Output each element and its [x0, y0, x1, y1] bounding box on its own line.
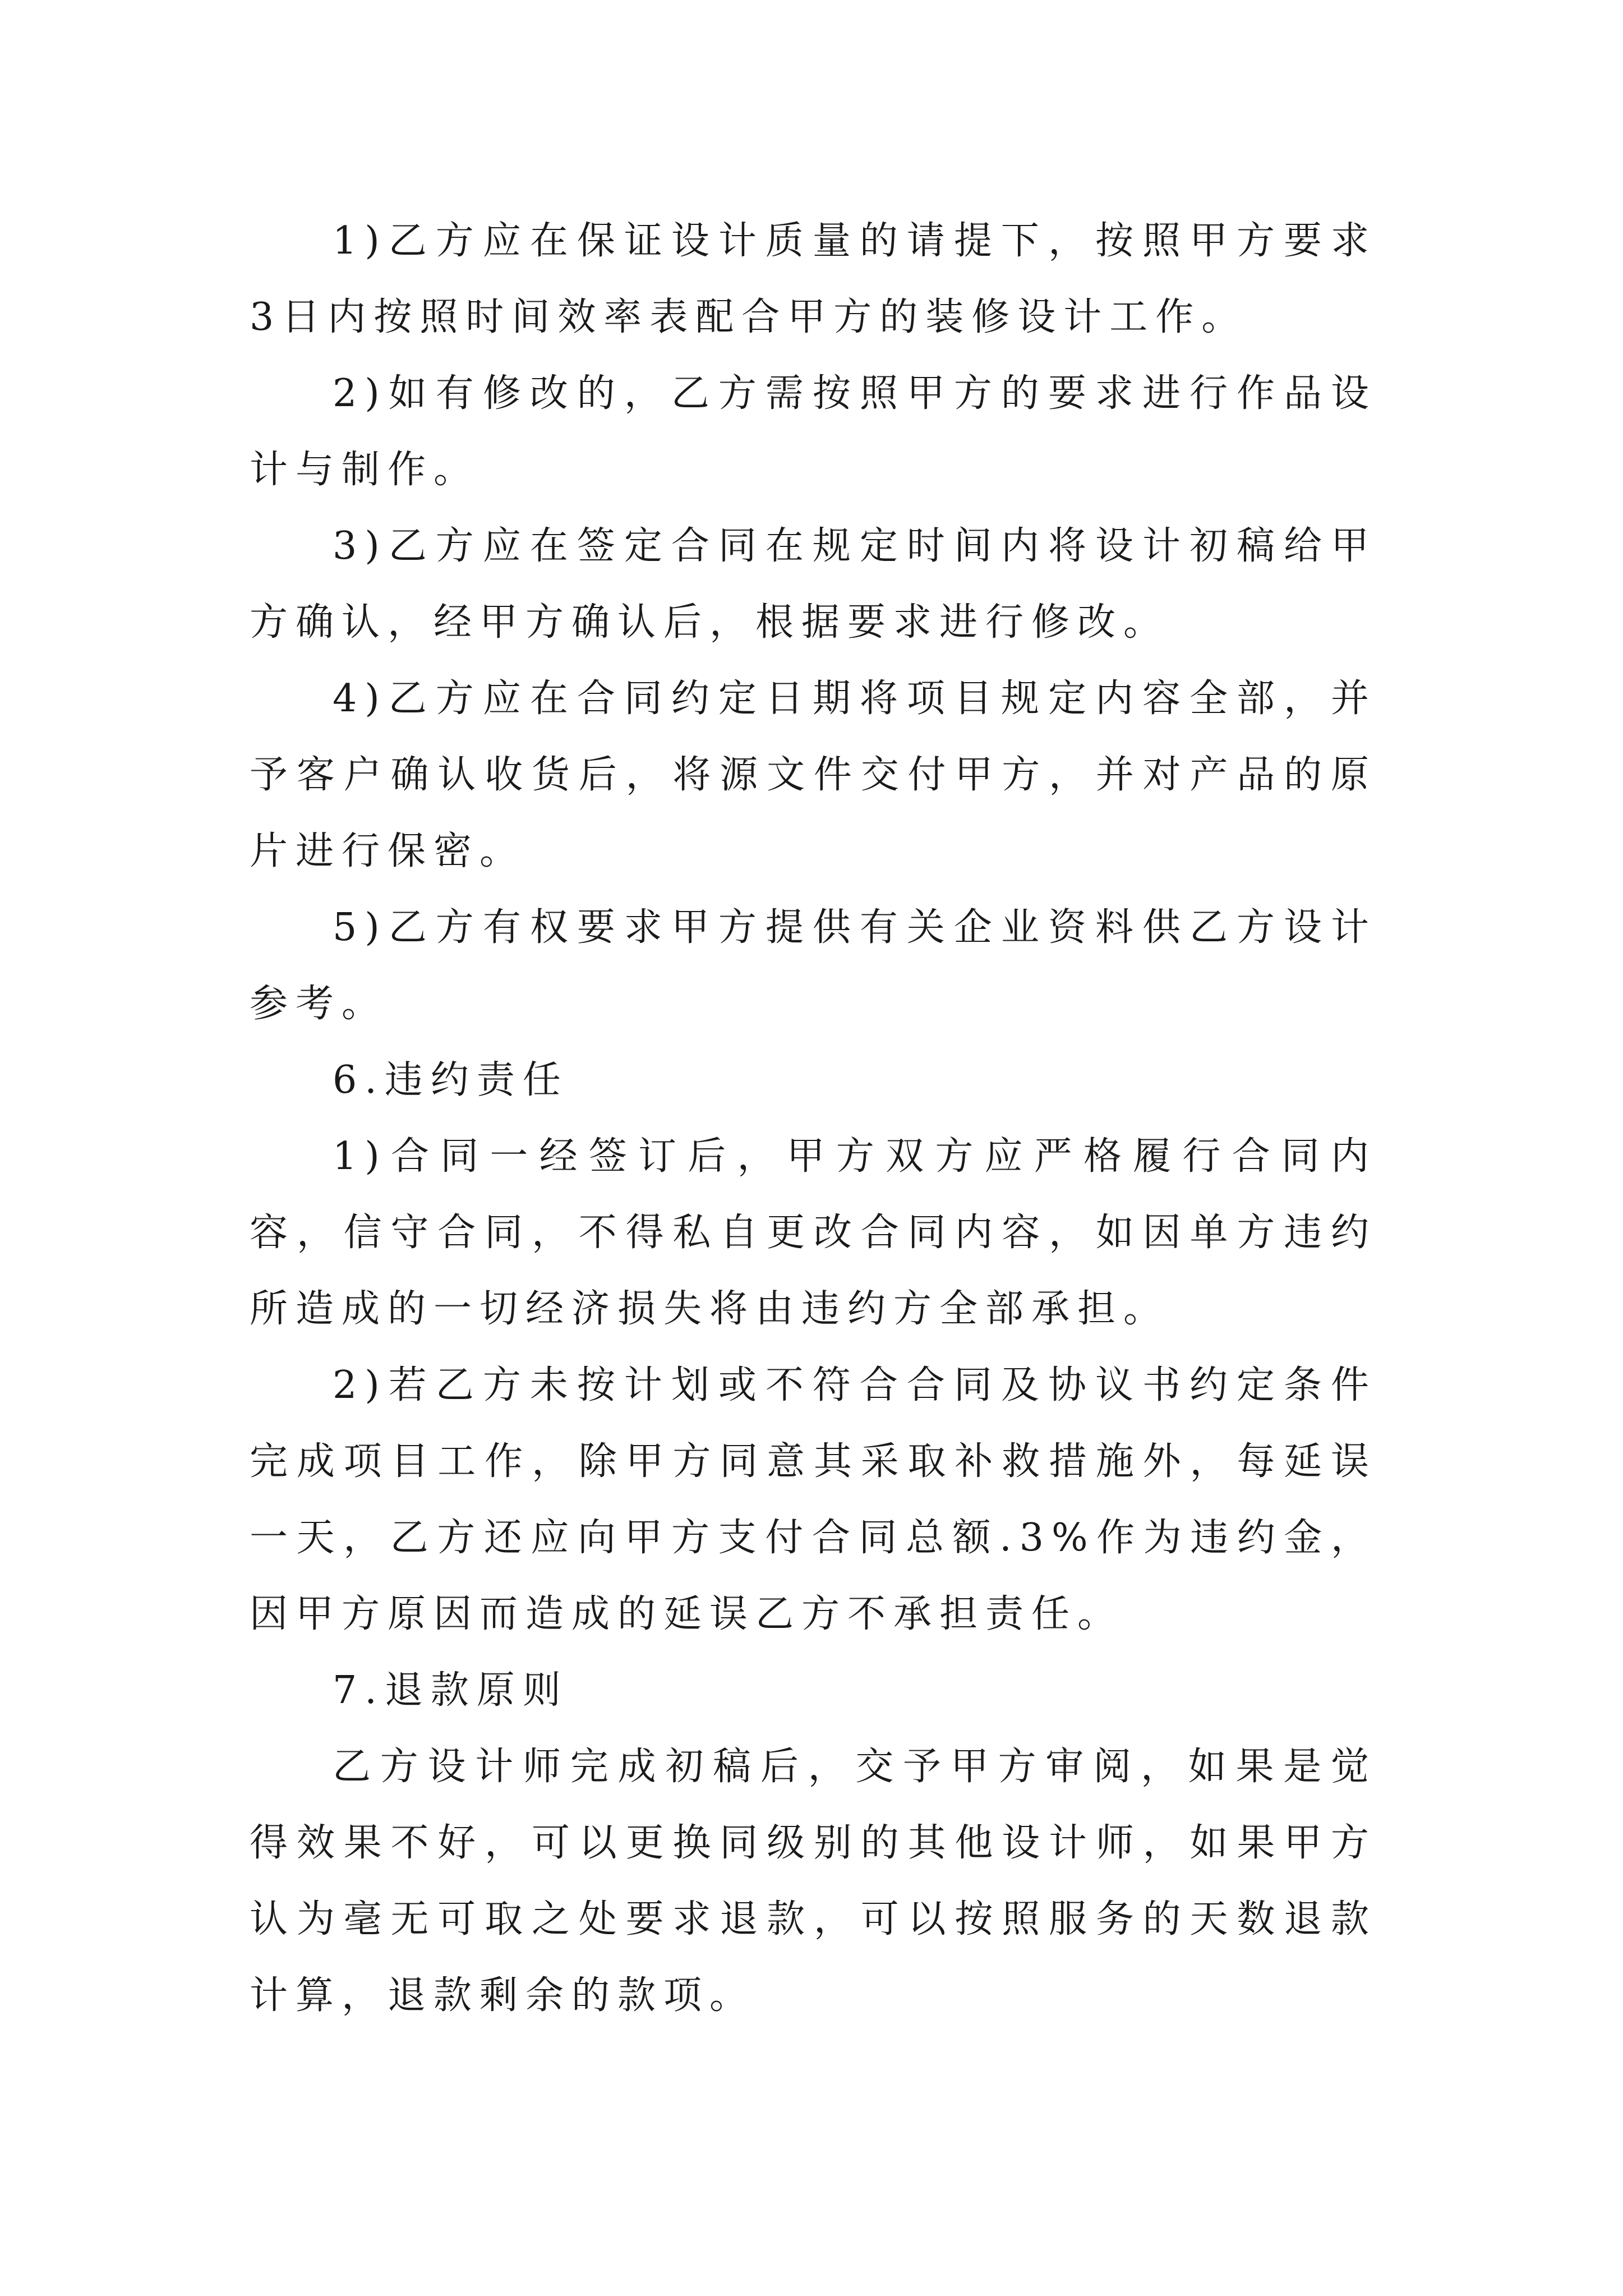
paragraph-breach-1: 1)合同一经签订后，甲方双方应严格履行合同内容，信守合同，不得私自更改合同内容，如因单方违约所造成的一切经济损失将由违约方全部承担。 — [250, 1134, 1377, 1331]
section-heading-breach: 6.违约责任 — [333, 1058, 569, 1102]
paragraph-refund: 乙方设计师完成初稿后，交予甲方审阅，如果是觉得效果不好，可以更换同级别的其他设计师，如果甲方认为毫无可取之处要求退款，可以按照服务的天数退款计算，退款剩余的款项。 — [250, 1745, 1377, 2018]
paragraph-obligation-2: 2)如有修改的，乙方需按照甲方的要求进行作品设计与制作。 — [250, 371, 1377, 492]
paragraph-breach-2: 2)若乙方未按计划或不符合合同及协议书约定条件完成项目工作，除甲方同意其采取补救措施外，每延误一天，乙方还应向甲方支付合同总额.3%作为违约金，因甲方原因而造成的延误乙方不承担责任。 — [250, 1363, 1377, 1636]
paragraph-obligation-4: 4)乙方应在合同约定日期将项目规定内容全部，并予客户确认收货后，将源文件交付甲方，并对产品的原片进行保密。 — [250, 677, 1377, 873]
section-heading-refund: 7.退款原则 — [333, 1668, 569, 1713]
paragraph-obligation-1: 1)乙方应在保证设计质量的请提下，按照甲方要求3日内按照时间效率表配合甲方的装修设计工作。 — [250, 219, 1377, 339]
document-body — [250, 203, 1377, 2034]
paragraph-obligation-3: 3)乙方应在签定合同在规定时间内将设计初稿给甲方确认，经甲方确认后，根据要求进行修改。 — [250, 524, 1377, 645]
paragraph-obligation-5: 5)乙方有权要求甲方提供有关企业资料供乙方设计参考。 — [250, 905, 1377, 1026]
